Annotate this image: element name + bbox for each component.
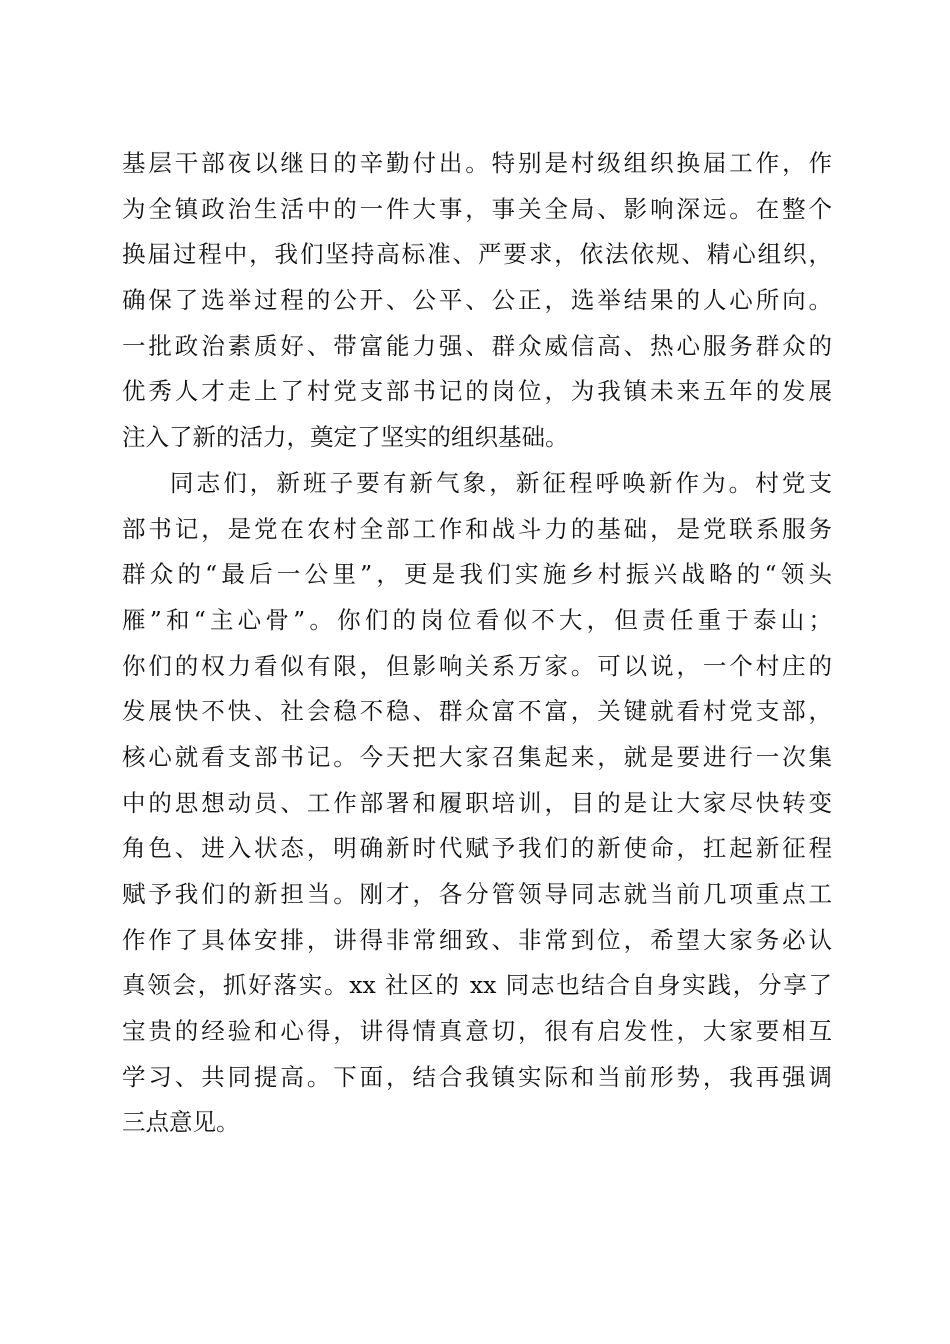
text-line: 三点意见。 — [122, 1108, 240, 1137]
text-line: 发展快不快、社会稳不稳、群众富不富，关键就看村党支部， — [122, 697, 832, 726]
paragraph-2 — [122, 461, 832, 1146]
text-line: 为全镇政治生活中的一件大事，事关全局、影响深远。在整个 — [122, 194, 832, 223]
paragraph-1 — [122, 141, 832, 461]
text-line: 宝贵的经验和心得，讲得情真意切，很有启发性，大家要相互 — [122, 1017, 832, 1046]
text-line: 群众的“最后一公里”，更是我们实施乡村振兴战略的“领头 — [122, 560, 832, 589]
text-line: 雁”和“主心骨”。你们的岗位看似不大，但责任重于泰山； — [122, 605, 832, 634]
text-line: 基层干部夜以继日的辛勤付出。特别是村级组织换届工作，作 — [122, 149, 832, 177]
text-line: 部书记，是党在农村全部工作和战斗力的基础，是党联系服务 — [122, 514, 832, 543]
text-line: 换届过程中，我们坚持高标准、严要求，依法依规、精心组织， — [122, 240, 832, 269]
text-line: 作作了具体安排，讲得非常细致、非常到位，希望大家务必认 — [122, 925, 832, 954]
text-line: 同志们，新班子要有新气象，新征程呼唤新作为。村党支 — [170, 468, 832, 497]
text-line: 真领会，抓好落实。xx 社区的 xx 同志也结合自身实践，分享了 — [122, 971, 832, 1000]
text-line: 一批政治素质好、带富能力强、群众威信高、热心服务群众的 — [122, 331, 832, 360]
text-line: 角色、进入状态，明确新时代赋予我们的新使命，扛起新征程 — [122, 834, 832, 863]
text-line: 核心就看支部书记。今天把大家召集起来，就是要进行一次集 — [122, 742, 832, 771]
text-line: 你们的权力看似有限，但影响关系万家。可以说，一个村庄的 — [122, 651, 832, 680]
text-line: 优秀人才走上了村党支部书记的岗位，为我镇未来五年的发展 — [122, 377, 832, 406]
text-line: 确保了选举过程的公开、公平、公正，选举结果的人心所向。 — [122, 286, 832, 315]
text-line: 中的思想动员、工作部署和履职培训，目的是让大家尽快转变 — [122, 788, 832, 817]
text-line: 学习、共同提高。下面，结合我镇实际和当前形势，我再强调 — [122, 1062, 832, 1091]
text-line: 赋予我们的新担当。刚才，各分管领导同志就当前几项重点工 — [122, 880, 832, 908]
text-line: 注入了新的活力，奠定了坚实的组织基础。 — [122, 423, 569, 452]
document-body — [122, 141, 832, 1146]
